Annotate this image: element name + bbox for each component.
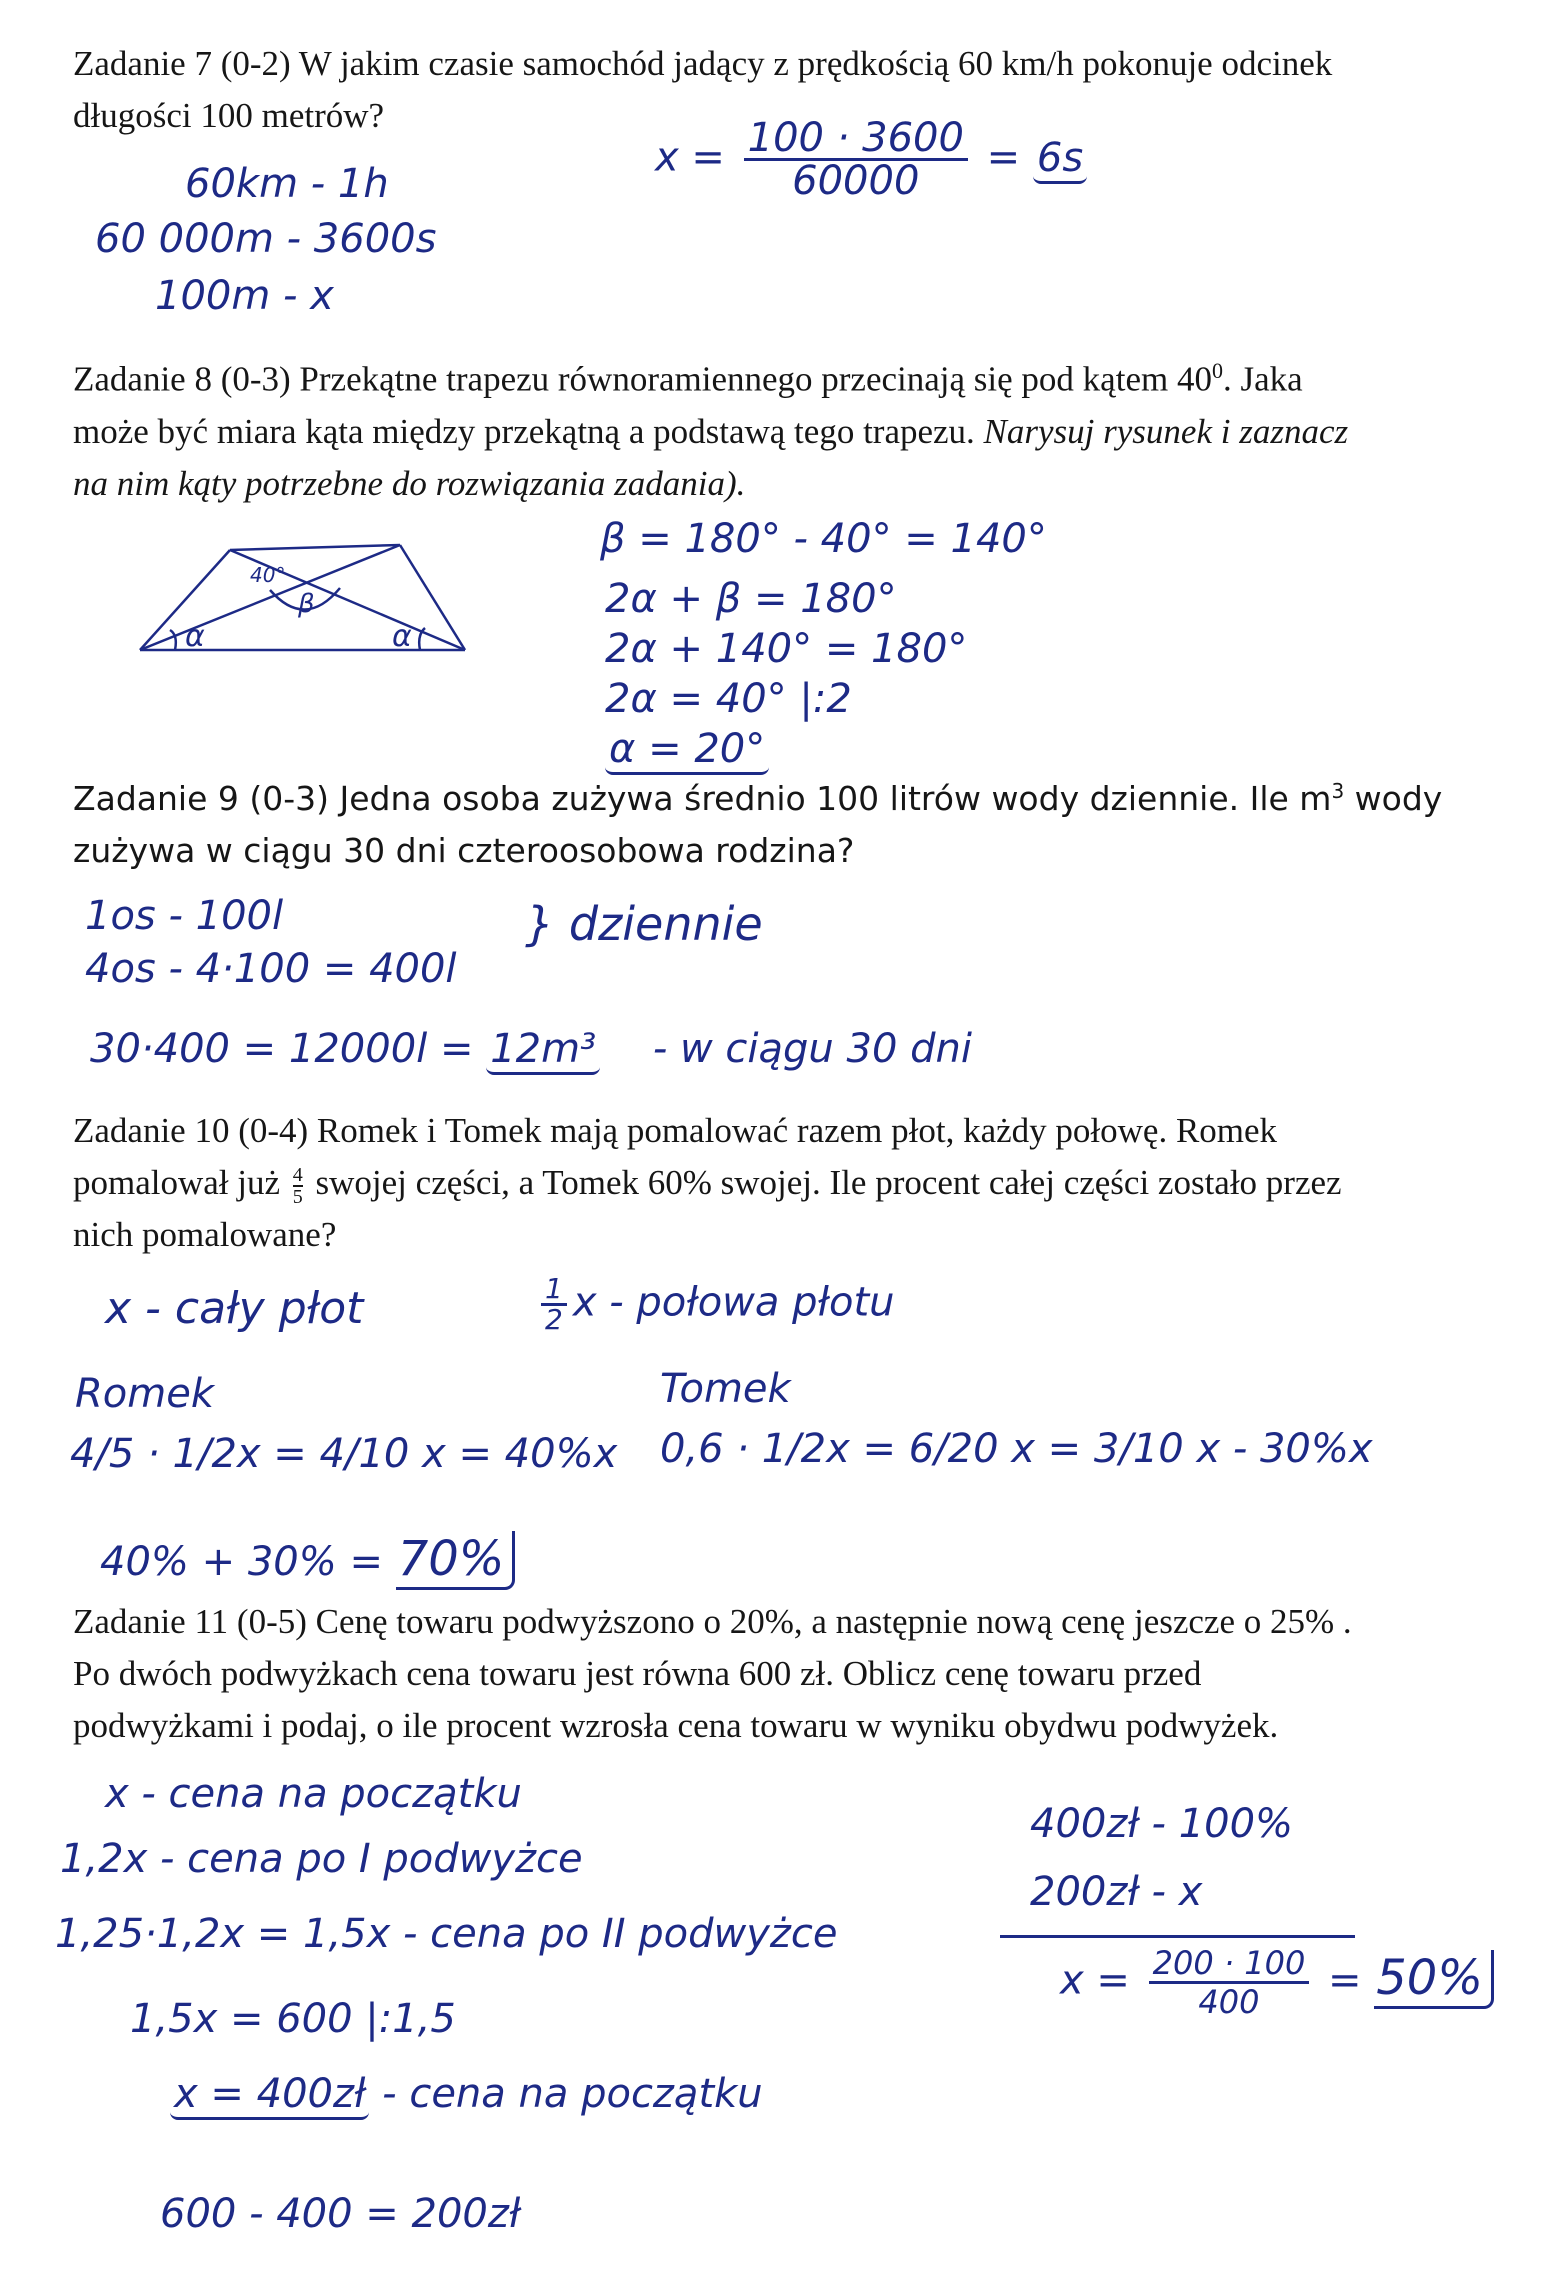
task-7-work-row-1: 60km - 1h — [185, 161, 389, 207]
task-10-half-num: 1 — [541, 1275, 567, 1306]
task-10-answer: 70% — [396, 1531, 516, 1590]
task-11-answer-percent: 50% — [1374, 1950, 1494, 2009]
task-8-line-2a: może być miara kąta między przekątną a podstawą tego trapezu. — [73, 411, 984, 451]
diagonal-1 — [140, 545, 400, 650]
task-11-equals: = — [1328, 1957, 1362, 2004]
task-10-half-den: 2 — [545, 1303, 563, 1336]
angle-label-alpha-right: α — [392, 619, 412, 654]
task-10-sum-calc: 40% + 30% = — [100, 1539, 383, 1585]
task-9-answer: 12m³ — [486, 1026, 600, 1075]
trapezoid-figure — [130, 530, 490, 660]
task-10-line-1: Zadanie 10 (0-4) Romek i Tomek mają pomalować razem płot, każdy połowę. Romek — [73, 1111, 1278, 1150]
task-7-work-row-2: 60 000m - 3600s — [95, 216, 437, 262]
task-9-line-1 — [73, 765, 1513, 825]
task-10-line-3: nich pomalowane? — [73, 1215, 337, 1254]
task-9-row-3-note: - w ciągu 30 dni — [652, 1026, 972, 1072]
task-11-line-2: Po dwóch podwyżkach cena towaru jest równa 600 zł. Oblicz cenę towaru przed — [73, 1654, 1202, 1693]
task-8-line-3 — [73, 458, 1513, 510]
task-10-half-fraction — [541, 1272, 567, 1336]
task-8-line-3-text: na nim kąty potrzebne do rozwiązania zadania). — [73, 463, 746, 503]
task-8-text — [73, 345, 1513, 510]
task-11-prop-row-2: 200zł - x — [1030, 1869, 1203, 1915]
task-11-x-eq: x = — [1060, 1957, 1130, 2004]
task-10-romek-eq: 4/5 · 1/2x = 4/10 x = 40%x — [70, 1431, 618, 1477]
task-8-line-2 — [73, 406, 1513, 458]
task-8-degree-sup: 0 — [1211, 358, 1223, 383]
task-11-work-row-6: 600 - 400 = 200zł — [160, 2191, 521, 2237]
task-7-work-row-3: 100m - x — [155, 273, 334, 319]
task-7-equals: = — [986, 134, 1021, 181]
task-8-line-1 — [73, 345, 1513, 406]
task-10-def-x: x - cały płot — [105, 1283, 364, 1334]
task-7-line-1: Zadanie 7 (0-2) W jakim czasie samochód jadący z prędkością 60 km/h pokonuje odcinek — [73, 44, 1333, 83]
task-8-answer: α = 20° — [605, 726, 769, 775]
task-10-line-2 — [73, 1157, 1513, 1209]
task-9-work-row-1: 1os - 100l — [85, 893, 284, 939]
task-10-sum — [100, 1531, 515, 1587]
task-9-text — [73, 765, 1513, 877]
trapezoid-top-base — [230, 545, 400, 550]
task-10-fraction-den: 5 — [292, 1185, 303, 1208]
task-9-work-row-3 — [90, 1025, 972, 1073]
task-11-percent-solution — [1060, 1945, 1494, 2020]
task-7-x-eq: x = — [655, 134, 725, 181]
task-10-line-2b: swojej części, a Tomek 60% swojej. Ile procent całej części zostało przez — [306, 1163, 1342, 1202]
task-8-work-row-4: 2α = 40° |:2 — [605, 676, 852, 722]
task-11-answer-price: x = 400zł — [170, 2071, 369, 2120]
task-7-solution — [655, 115, 1087, 204]
angle-arc-alpha-left — [170, 630, 176, 650]
task-10-fraction-num: 4 — [292, 1163, 303, 1186]
task-11-text — [73, 1596, 1513, 1752]
task-7-line-2: długości 100 metrów? — [73, 96, 385, 135]
task-8-line-1b: . Jaka — [1222, 359, 1303, 399]
task-11-work-row-1: x - cena na początku — [105, 1771, 522, 1817]
task-11-prop-row-1: 400zł - 100% — [1030, 1801, 1294, 1847]
task-11-line-1: Zadanie 11 (0-5) Cenę towaru podwyższono o 20%, a następnie nową cenę jeszcze o 25% . — [73, 1602, 1352, 1641]
task-7-denominator: 60000 — [792, 158, 920, 204]
task-8-line-2b: Narysuj rysunek i zaznacz — [983, 411, 1349, 451]
task-11-divider-line — [1000, 1935, 1355, 1938]
task-9-line-1a: Zadanie 9 (0-3) Jedna osoba zużywa średnio 100 litrów wody dziennie. Ile m — [73, 779, 1332, 818]
task-10-fraction-4-5 — [293, 1165, 303, 1207]
angle-label-alpha-left: α — [185, 619, 205, 654]
task-7-answer: 6s — [1033, 135, 1087, 184]
task-11-percent-num: 200 · 100 — [1149, 1945, 1310, 1984]
task-11-work-row-2: 1,2x - cena po I podwyżce — [60, 1836, 583, 1882]
task-7-numerator: 100 · 3600 — [744, 118, 968, 161]
task-10-half-text: x - połowa płotu — [572, 1279, 895, 1326]
task-11-work-row-4: 1,5x = 600 |:1,5 — [130, 1996, 456, 2042]
task-11-line-3: podwyżkami i podaj, o ile procent wzrosła cena towaru w wyniku obydwu podwyżek. — [73, 1706, 1279, 1745]
angle-label-40: 40° — [250, 563, 286, 587]
task-8-work-row-3: 2α + 140° = 180° — [605, 626, 968, 672]
task-7-fraction — [744, 115, 968, 204]
task-11-percent-fraction — [1149, 1945, 1310, 2020]
task-8-work-row-1: β = 180° - 40° = 140° — [600, 516, 1047, 562]
task-9-daily-brace: } dziennie — [525, 897, 763, 951]
task-8-line-1a: Zadanie 8 (0-3) Przekątne trapezu równoramiennego przecinają się pod kątem 40 — [73, 359, 1212, 399]
task-11-work-row-3: 1,25·1,2x = 1,5x - cena po II podwyżce — [55, 1911, 838, 1957]
task-10-def-half — [535, 1272, 895, 1336]
task-9-line-1b: wody — [1344, 779, 1443, 818]
task-10-romek-label: Romek — [75, 1371, 215, 1417]
task-11-percent-den: 400 — [1198, 1983, 1260, 2021]
task-10-line-2a: pomalował już — [73, 1163, 289, 1202]
task-11-work-row-5 — [170, 2070, 763, 2118]
task-11-row-5-note: - cena na początku — [382, 2071, 763, 2117]
task-9-line-2: zużywa w ciągu 30 dni czteroosobowa rodzina? — [73, 831, 855, 870]
task-10-text — [73, 1105, 1513, 1261]
task-9-row-3-calc: 30·400 = 12000l = — [90, 1026, 474, 1072]
task-10-tomek-label: Tomek — [660, 1366, 791, 1412]
task-10-tomek-eq: 0,6 · 1/2x = 6/20 x = 3/10 x - 30%x — [660, 1426, 1373, 1472]
angle-label-beta: β — [298, 589, 315, 619]
task-8-work-row-2: 2α + β = 180° — [605, 576, 897, 622]
task-9-cubic-sup: 3 — [1331, 779, 1345, 803]
task-9-work-row-2: 4os - 4·100 = 400l — [85, 946, 457, 992]
